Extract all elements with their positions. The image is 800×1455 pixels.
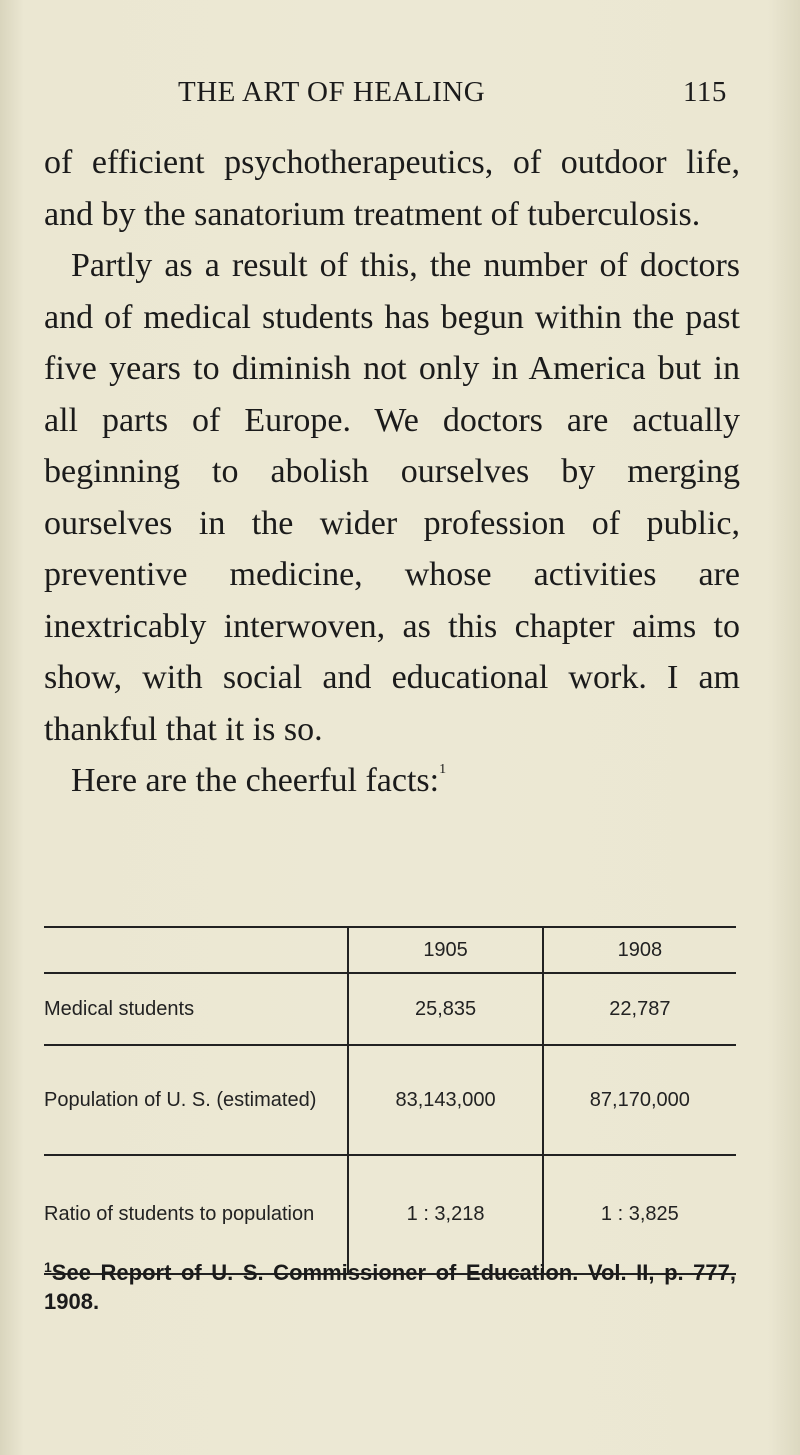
- paragraph-continuation: of efficient psychotherapeutics, of outdoor life, and by the sanatorium treatment of tuberculosis.: [44, 144, 740, 233]
- table-header-1908: 1908: [543, 927, 736, 973]
- footnote-marker: 1: [44, 1259, 52, 1275]
- footnote-reference: 1: [439, 762, 447, 777]
- statistics-table: [44, 926, 736, 1275]
- page-number: 115: [683, 76, 727, 108]
- table-header-1905: 1905: [348, 927, 542, 973]
- cell-1908: 87,170,000: [543, 1045, 736, 1155]
- row-label: Ratio of students to population: [44, 1155, 348, 1274]
- table-header-blank: [44, 927, 348, 973]
- running-title: THE ART OF HEALING: [178, 76, 486, 108]
- paragraph-partly: Partly as a result of this, the number of doctors and of medical students has begun within the past five years to diminish not only in America but in all parts of Europe. We doctors are actually beginning to abolish ourselves by merging ourselves in the wider profession of public, preventive medicine, whose activities are inextricably interwoven, as this chapter aims to show, with social and educational work. I am thankful that it is so.: [44, 247, 740, 748]
- cell-1908: 1 : 3,825: [543, 1155, 736, 1274]
- cell-1908: 22,787: [543, 973, 736, 1045]
- row-label: Population of U. S. (estimated): [44, 1045, 348, 1155]
- cell-1905: 1 : 3,218: [348, 1155, 542, 1274]
- running-header: [0, 76, 800, 116]
- footnote: [44, 1258, 736, 1316]
- table-row: [44, 1045, 736, 1155]
- footnote-text: See Report of U. S. Commissioner of Education. Vol. II, p. 777, 1908.: [44, 1260, 736, 1314]
- cell-1905: 25,835: [348, 973, 542, 1045]
- paragraph-cheerful-facts: [44, 755, 740, 807]
- table-row: [44, 973, 736, 1045]
- cheerful-facts-text: Here are the cheerful facts:: [71, 762, 440, 799]
- body-text: [44, 137, 740, 807]
- cell-1905: 83,143,000: [348, 1045, 542, 1155]
- table-row: [44, 1155, 736, 1274]
- row-label: Medical students: [44, 973, 348, 1045]
